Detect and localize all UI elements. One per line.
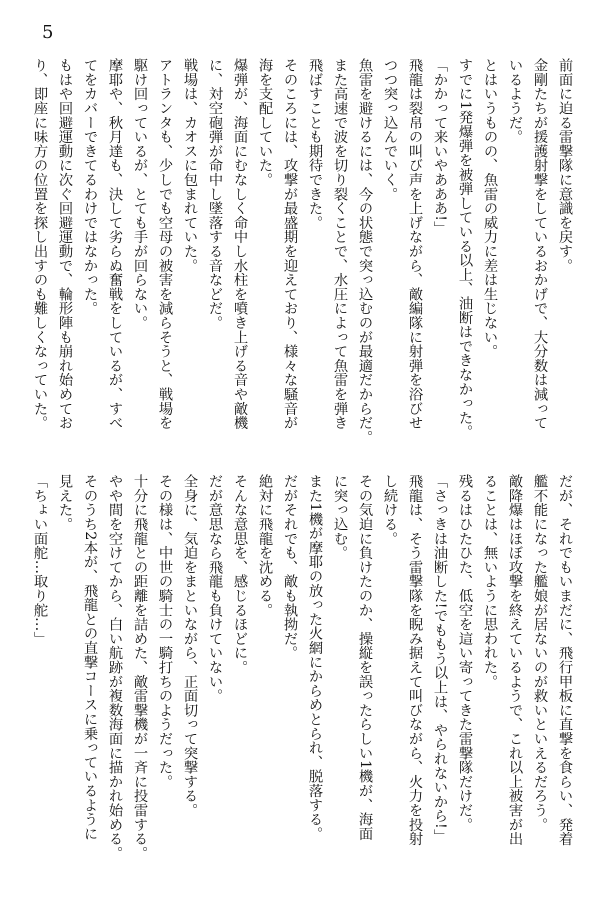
text-line: その気迫に負けたのか、操縦を誤ったらしい1機が、海面 bbox=[357, 474, 373, 841]
text-line: 前面に迫る雷撃隊に意識を戻す。 bbox=[557, 58, 573, 273]
text-line: 艦不能になった艦娘が居ないのが救いといえるだろう。 bbox=[532, 474, 548, 832]
upper-text-block bbox=[27, 58, 577, 446]
text-line: 戦場は、カオスに包まれていた。 bbox=[182, 58, 198, 273]
text-line: ることは、無いように思われた。 bbox=[482, 474, 498, 689]
text-line: し続ける。 bbox=[382, 474, 398, 546]
text-line: に突っ込む。 bbox=[332, 474, 348, 560]
text-line: だが意思なら飛龍も負けていない。 bbox=[207, 474, 223, 703]
page-number: 5 bbox=[42, 22, 54, 43]
text-line: てをカバーできてるわけではなかった。 bbox=[82, 58, 98, 316]
text-line: 残るはひたひた、低空を這い寄ってきた雷撃隊だけだ。 bbox=[457, 474, 473, 832]
text-line: そのころには、攻撃が最盛期を迎えており、様々な騒音が bbox=[282, 58, 298, 430]
text-line: 飛龍は裂帛の叫び声を上げながら、敵編隊に射弾を浴びせ bbox=[407, 58, 423, 430]
text-line: そんな意思を、感じるほどに。 bbox=[232, 474, 248, 675]
text-line: すでに1発爆弾を被弾している以上、油断はできなかった。 bbox=[457, 58, 473, 439]
text-line: そのうち2本が、飛龍との直撃コースに乗っているように bbox=[82, 474, 98, 841]
text-line: 「かかって来いやあああ!」 bbox=[432, 58, 448, 236]
text-line: 駆け回っているが、とても手が回らない。 bbox=[132, 58, 148, 330]
text-line: また1機が摩耶の放った火網にからめとられ、脱落する。 bbox=[307, 474, 323, 841]
text-line: 敵降爆はほぼ攻撃を終えているようで、これ以上被害が出 bbox=[507, 474, 523, 846]
text-line: 「さっきは油断した!でももう以上は、やられないから!」 bbox=[432, 474, 448, 843]
text-line: つつ突っ込んでいく。 bbox=[382, 58, 398, 201]
text-line: 見えた。 bbox=[57, 474, 73, 532]
text-line: に、対空砲弾が命中し墜落する音などだ。 bbox=[207, 58, 223, 330]
text-line: もはや回避運動に次ぐ回避運動で、輪形陣も崩れ始めてお bbox=[57, 58, 73, 430]
text-line: いるようだ。 bbox=[507, 58, 523, 144]
text-line: 「ちょい面舵…取り舵…」 bbox=[32, 474, 48, 646]
text-line: 全身に、気迫をまといながら、正面切って突撃する。 bbox=[182, 474, 198, 818]
text-line: り、即座に味方の位置を探し出すのも難しくなっていた。 bbox=[32, 58, 48, 430]
text-line: 魚雷を避けるには、今の状態で突っ込むのが最適だからだ。 bbox=[357, 58, 373, 445]
text-line: その様は、中世の騎士の一騎打ちのようだった。 bbox=[157, 474, 173, 789]
text-line: やや間を空けてから、白い航跡が複数海面に描かれ始める。 bbox=[107, 474, 123, 861]
text-line: 金剛たちが援護射撃をしているおかげで、大分数は減って bbox=[532, 58, 548, 430]
text-line: また高速で波を切り裂くことで、水圧によって魚雷を弾き bbox=[332, 58, 348, 430]
lower-text-block bbox=[27, 474, 577, 864]
text-line: アトランタも、少しでも空母の被害を減らそうと、戦場を bbox=[157, 58, 173, 430]
text-line: だがそれでも、敵も執拗だ。 bbox=[282, 474, 298, 660]
text-line: 飛ばすことも期待できた。 bbox=[307, 58, 323, 230]
text-line: 絶対に飛龍を沈める。 bbox=[257, 474, 273, 617]
text-line: とはいうものの、魚雷の威力に差は生じない。 bbox=[482, 58, 498, 359]
text-line: 摩耶や、秋月達も、決して劣らぬ奮戦をしているが、すべ bbox=[107, 58, 123, 430]
text-line: 十分に飛龍との距離を詰めた、敵雷撃機が一斉に投雷する。 bbox=[132, 474, 148, 861]
text-line: だが、それでもいまだに、飛行甲板に直撃を食らい、発着 bbox=[557, 474, 573, 846]
text-line: 海を支配していた。 bbox=[257, 58, 273, 187]
text-line: 爆弾が、海面にむなしく命中し水柱を噴き上げる音や敵機 bbox=[232, 58, 248, 430]
text-line: 飛龍は、そう雷撃隊を睨み据えて叫びながら、火力を投射 bbox=[407, 474, 423, 846]
